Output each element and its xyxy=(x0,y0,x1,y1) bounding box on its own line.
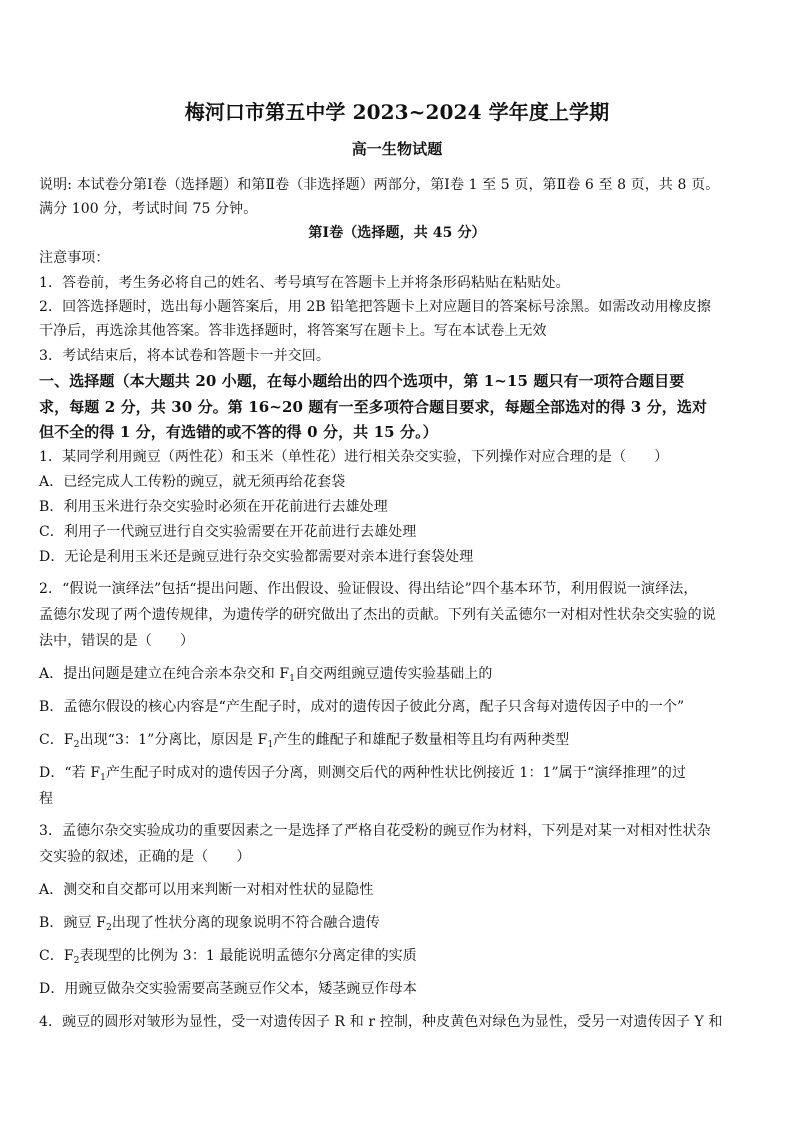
q1-option-a: A．已经完成人工传粉的豌豆，就无须再给花套袋 xyxy=(39,474,346,490)
q2-d-text-1: D．“若 F xyxy=(39,765,101,781)
q2-d-subscript: 1 xyxy=(100,773,106,783)
q2-d-text-2: 产生配子时成对的遗传因子分离，则测交后代的两种性状比例接近 1：1”属于“演绎推理”的过 xyxy=(105,765,687,781)
school-title: 梅河口市第五中学 2023~2024 学年度上学期 xyxy=(184,100,610,124)
q2-option-b: B．孟德尔假设的核心内容是“产生配子时，成对的遗传因子彼此分离，配子只含每对遗传因子中的一个” xyxy=(39,699,685,715)
q3-stem-line-1: 3．孟德尔杂交实验成功的重要因素之一是选择了严格自花受粉的豌豆作为材料，下列是对某一对相对性状杂 xyxy=(39,823,711,839)
q3-b-subscript: 2 xyxy=(106,923,112,933)
q3-option-b xyxy=(39,914,380,932)
intro-line-2: 满分 100 分，考试时间 75 分钟。 xyxy=(39,201,258,217)
note-2-line-2: 干净后，再选涂其他答案。答非选择题时，将答案写在题卡上。写在本试卷上无效 xyxy=(39,323,547,339)
q2-option-d xyxy=(39,764,686,782)
note-3: 3．考试结束后，将本试卷和答题卡一并交回。 xyxy=(39,348,331,364)
q2-a-subscript: 1 xyxy=(289,674,296,684)
q2-a-text-2: 自交两组豌豆遗传实验基础上的 xyxy=(295,666,493,682)
q2-c-text-2: 出现“3：1”分离比，原因是 F xyxy=(79,732,268,748)
q3-b-text-2: 出现了性状分离的现象说明不符合融合遗传 xyxy=(111,915,380,931)
section1-line-1: 一、选择题（本大题共 20 小题，在每小题给出的四个选项中，第 1~15 题只有一项符合题目要 xyxy=(39,372,685,390)
notes-heading: 注意事项： xyxy=(39,250,110,266)
q1-option-c: C．利用子一代豌豆进行自交实验需要在开花前进行去雄处理 xyxy=(39,524,417,540)
q2-option-a xyxy=(39,665,492,683)
q3-option-a: A．测交和自交都可以用来判断一对相对性状的显隐性 xyxy=(39,882,374,898)
q4-stem-line-1: 4．豌豆的圆形对皱形为显性，受一对遗传因子 R 和 r 控制，种皮黄色对绿色为显性，受另一对遗传因子 Y 和 xyxy=(39,1014,723,1030)
q2-stem-line-1: 2．“假说一演绎法”包括“提出问题、作出假设、验证假设、得出结论”四个基本环节，利用假说一演绎法， xyxy=(39,581,698,597)
q3-c-text-1: C．F xyxy=(39,948,74,964)
q2-option-d-line-2: 程 xyxy=(39,791,54,807)
part1-heading: 第Ⅰ卷（选择题，共 45 分） xyxy=(308,225,486,241)
q2-c-subscript-2: 1 xyxy=(267,740,274,750)
note-1: 1．答卷前，考生务必将自己的姓名、考号填写在答题卡上并将条形码粘贴在粘贴处。 xyxy=(39,275,570,291)
section1-line-3: 但不全的得 1 分，有选错的或不答的得 0 分，共 15 分。） xyxy=(39,423,438,441)
q3-stem-line-2: 交实验的叙述，正确的是（ ） xyxy=(39,849,251,865)
q2-c-text-1: C．F xyxy=(39,732,74,748)
section1-line-2: 求，每题 2 分，共 30 分。第 16~20 题有一至多项符合题目要求，每题全部选对的得 3 分，选对 xyxy=(39,398,708,416)
q3-c-subscript: 2 xyxy=(73,956,80,966)
note-2-line-1: 2．回答选择题时，选出每小题答案后，用 2B 铅笔把答题卡上对应题目的答案标号涂黑。如需改动用橡皮擦 xyxy=(39,299,711,315)
q2-c-subscript-1: 2 xyxy=(73,740,80,750)
q3-b-text-1: B．豌豆 F xyxy=(39,915,107,931)
intro-line-1: 说明: 本试卷分第Ⅰ卷（选择题）和第Ⅱ卷（非选择题）两部分，第Ⅰ卷 1 至 5 页，第Ⅱ卷 6 至 8 页，共 8 页。 xyxy=(39,177,720,193)
q3-option-d: D．用豌豆做杂交实验需要高茎豌豆作父本，矮茎豌豆作母本 xyxy=(39,981,417,997)
exam-title: 高一生物试题 xyxy=(351,140,443,158)
q2-stem-line-2: 孟德尔发现了两个遗传规律，为遗传学的研究做出了杰出的贡献。下列有关孟德尔一对相对性状杂交实验的说 xyxy=(39,607,716,623)
q1-option-d: D．无论是利用玉米还是豌豆进行杂交实验都需要对亲本进行套袋处理 xyxy=(39,549,474,565)
q3-option-c xyxy=(39,947,417,965)
q2-c-text-3: 产生的雌配子和雄配子数量相等且均有两种类型 xyxy=(273,732,570,748)
q1-stem: 1．某同学利用豌豆（两性花）和玉米（单性花）进行相关杂交实验，下列操作对应合理的是（ ） xyxy=(39,449,669,465)
q2-option-c xyxy=(39,731,569,749)
q2-a-text-1: A．提出问题是建立在纯合亲本杂交和 F xyxy=(39,666,290,682)
q2-stem-line-3: 法中，错误的是（ ） xyxy=(39,633,195,649)
q1-option-b: B．利用玉米进行杂交实验时必须在开花前进行去雄处理 xyxy=(39,499,388,515)
q3-c-text-2: 表现型的比例为 3：1 最能说明孟德尔分离定律的实质 xyxy=(79,948,417,964)
